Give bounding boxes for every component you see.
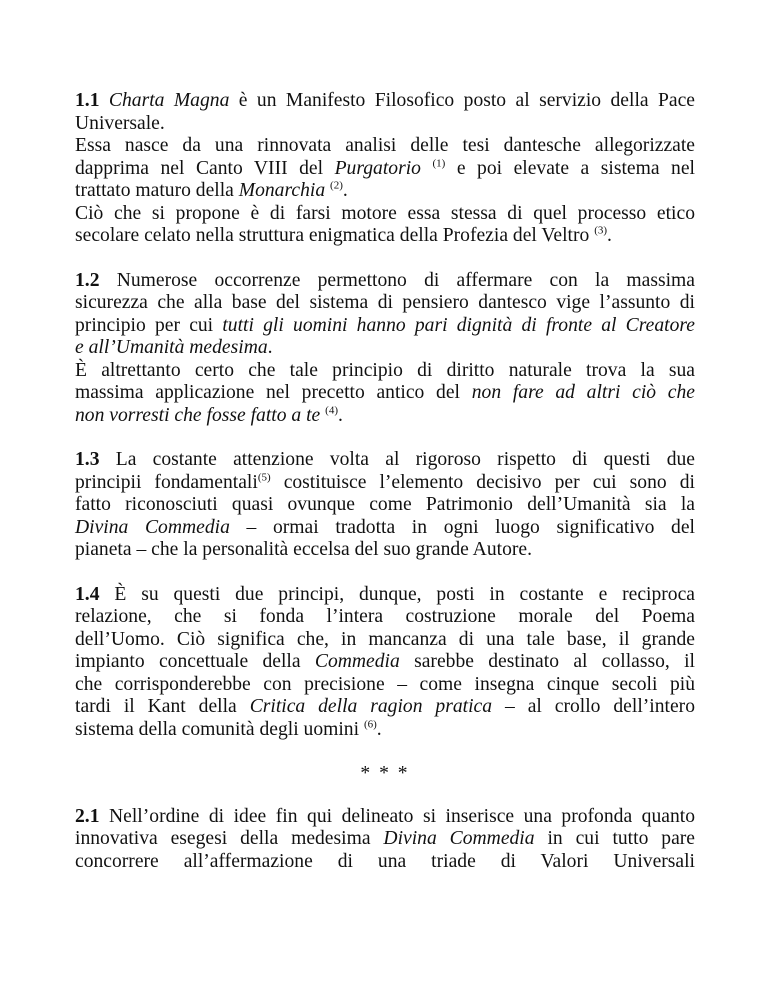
footnote-ref: (4) — [325, 403, 338, 416]
text: massima applicazione nel precetto antico del — [75, 382, 472, 403]
line — [75, 225, 695, 248]
emphasis-text: tutti gli uomini hanno pari dignità di fronte al Creatore — [222, 314, 695, 336]
text: . — [607, 225, 612, 246]
line — [75, 158, 695, 181]
line: concorrere all’affermazione di una triade di Valori Universali — [75, 850, 695, 872]
text: sarebbe destinato al collasso, il — [399, 651, 695, 672]
line — [75, 270, 695, 293]
footnote-ref: (5) — [257, 470, 271, 483]
line: Universale. — [75, 112, 165, 134]
line: relazione, che si fonda l’intera costruzione morale del Poema — [75, 606, 695, 627]
line — [75, 828, 695, 851]
emphasis-text: Divina Commedia — [75, 516, 230, 538]
text: – al crollo dell’intero — [492, 696, 695, 717]
text: È su questi due principi, dunque, posti in costante e reciproca — [99, 583, 695, 605]
text: – ormai tradotta in ogni luogo significativo del — [229, 516, 695, 538]
emphasis-text: non fare ad altri ciò che — [471, 382, 695, 403]
line: che corrisponderebbe con precisione – come insegna cinque secoli più — [75, 673, 695, 695]
section-separator: * * * — [360, 763, 410, 784]
footnote-ref: (2) — [330, 179, 343, 192]
line: Essa nasce da una rinnovata analisi delle tesi dantesche allegorizzate — [75, 135, 695, 156]
document-page — [75, 90, 695, 895]
paragraph-2-1 — [75, 806, 695, 874]
emphasis-text: Critica della ragion pratica — [249, 696, 493, 717]
text: e poi elevate a sistema nel — [445, 157, 695, 179]
text: principio per cui — [75, 314, 223, 336]
text: La costante attenzione volta al rigoroso rispetto di questi due — [99, 449, 695, 470]
section-number: 2.1 — [75, 805, 100, 827]
emphasis-text: Monarchia — [238, 180, 326, 201]
text: innovativa esegesi della medesima — [75, 828, 384, 849]
text: tardi il Kant della — [75, 696, 250, 717]
footnote-ref: (1) — [432, 156, 446, 169]
paragraph-1-3 — [75, 449, 695, 562]
emphasis-text: Commedia — [314, 651, 400, 672]
text: dapprima nel Canto VIII del — [75, 157, 335, 179]
line — [75, 696, 695, 719]
emphasis-text: e all’Umanità medesima — [75, 337, 268, 358]
line — [75, 517, 695, 540]
line — [75, 449, 695, 472]
section-number: 1.2 — [75, 269, 100, 291]
line — [75, 584, 695, 607]
line — [75, 651, 695, 674]
line: dell’Uomo. Ciò significa che, in mancanza di una tale base, il grande — [75, 628, 695, 650]
text: impianto concettuale della — [75, 651, 315, 672]
paragraph-1-4 — [75, 584, 695, 742]
line: È altrettanto certo che tale principio di diritto naturale trova la sua — [75, 359, 695, 381]
line — [75, 90, 695, 113]
emphasis-text: non vorresti che fosse fatto a te — [75, 404, 321, 426]
text: . — [267, 337, 273, 358]
text: secolare celato nella struttura enigmatica della Profezia del Veltro — [75, 225, 595, 246]
emphasis-text: Charta Magna — [108, 90, 230, 111]
text: Nell’ordine di idee fin qui delineato si inserisce una profonda quanto — [99, 805, 695, 827]
line: pianeta – che la personalità eccelsa del suo grande Autore. — [75, 539, 532, 560]
line — [75, 719, 695, 742]
line — [75, 806, 695, 829]
text: sistema della comunità degli uomini — [75, 718, 364, 740]
section-number: 1.3 — [75, 449, 100, 470]
line — [75, 472, 695, 495]
text: in cui tutto pare — [534, 828, 695, 849]
section-number: 1.4 — [75, 583, 100, 605]
footnote-ref: (3) — [594, 224, 608, 237]
text: è un Manifesto Filosofico posto al servizio della Pace — [229, 90, 695, 111]
line: Ciò che si propone è di farsi motore essa stessa di quel processo etico — [75, 202, 695, 224]
paragraph-1-2 — [75, 270, 695, 428]
footnote-ref: (6) — [363, 717, 377, 730]
line — [75, 180, 695, 203]
text: trattato maturo della — [75, 180, 239, 201]
emphasis-text: Divina Commedia — [383, 828, 535, 849]
section-number: 1.1 — [75, 90, 100, 111]
text: Numerose occorrenze permettono di affermare con la massima — [99, 269, 695, 291]
text: . — [337, 404, 343, 426]
line — [75, 382, 695, 405]
paragraph-1-1 — [75, 90, 695, 248]
text: costituisce l’elemento decisivo per cui sono di — [270, 471, 695, 493]
line: fatto riconosciuti quasi ovunque come Patrimonio dell’Umanità sia la — [75, 494, 695, 515]
text: . — [342, 180, 348, 201]
emphasis-text: Purgatorio — [334, 157, 421, 179]
line — [75, 405, 695, 428]
line — [75, 337, 695, 360]
line: sicurezza che alla base del sistema di pensiero dantesco vige l’assunto di — [75, 292, 695, 313]
text: . — [376, 718, 382, 740]
text: principii fondamentali — [75, 471, 258, 493]
line — [75, 315, 695, 338]
